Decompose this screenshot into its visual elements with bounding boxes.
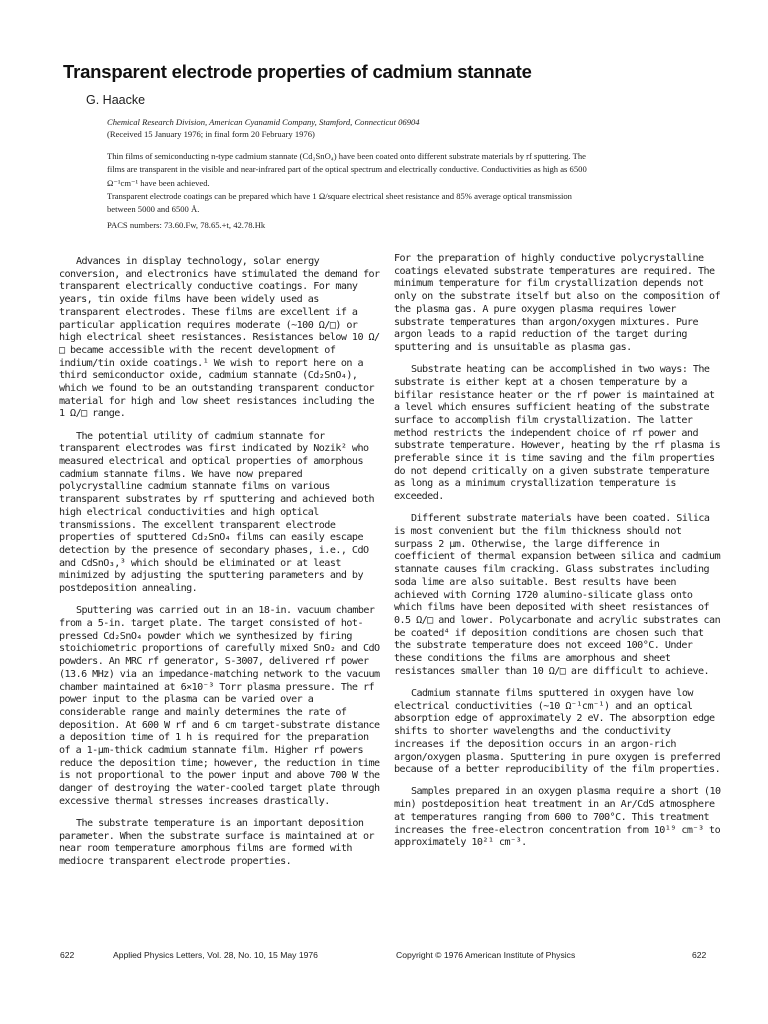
abstract-sentence: Thin films of semiconducting n-type cadmium stannate (Cd₂SnO₄) have been coated onto different substrate materials by rf sputtering. <box>107 151 571 161</box>
paper-title: Transparent electrode properties of cadmium stannate <box>63 61 532 82</box>
body-paragraph: The potential utility of cadmium stannate for transparent electrodes was first indicated by Nozik² who measured electrical and optical properties of amorphous cadmium stannate films. We have now prepared polycrystalline cadmium stannate films on various transparent substrates by rf sputtering and achieved both high electrical conductivities and high optical transmissions. The excellent transparent electrode properties of sputtered Cd₂SnO₄ films can easily escape detection by the presence of secondary phases, i.e., CdO and CdSnO₃,³ which should be eliminated or at least minimized by adjusting the sputtering parameters and by postdeposition annealing. <box>59 430 375 595</box>
page-number-right: 622 <box>692 950 707 960</box>
body-paragraph: Advances in display technology, solar energy conversion, and electronics have stimulated the demand for transparent electrically conductive coatings. For many years, tin oxide films have been widely used as transparent electrodes. These films are excellent if a particular application requires moderate (~100 Ω/□) or high electrical sheet resistances. Resistances below 10 Ω/□ became accessible with the recent development of indium/tin oxide coatings.¹ We wish to report here on a third semiconductor oxide, cadmium stannate (Cd₂SnO₄), which we found to be an outstanding transparent conductor material for high and low sheet resistances including the 1 Ω/□ range. <box>59 256 380 420</box>
body-paragraph: Cadmium stannate films sputtered in oxygen have low electrical conductivities (~10 Ω⁻¹cm⁻¹) and an optical absorption edge of approximately 2 eV. The absorption edge shifts to shorter wavelengths and the conductivity increases if the deposition occurs in an argon-rich argon/oxygen plasma. Sputtering in pure oxygen is preferred because of a better reproducibility of the film properties. <box>394 688 721 776</box>
body-paragraph: Samples prepared in an oxygen plasma require a short (10 min) postdeposition heat treatment in an Ar/CdS atmosphere at temperatures ranging from 600 to 700°C. This treatment increases the free-electron concentration from 10¹⁹ cm⁻³ to approximately 10²¹ cm⁻³. <box>394 786 721 849</box>
body-paragraph: Different substrate materials have been coated. Silica is most convenient but the film thickness should not surpass 2 μm. Otherwise, the large difference in coefficient of thermal expansion between silica and cadmium stannate causes film cracking. Glass substrates including soda lime are also suitable. Best results have been achieved with Corning 1720 alumino-silicate glass onto which films have been deposited with sheet resistances of 0.5 Ω/□ and lower. Polycarbonate and acrylic substrates can be coated⁴ if deposition conditions are chosen such that the substrate temperature does not exceed 100°C. Under these conditions the films are amorphous and sheet resistances smaller than 10 Ω/□ are difficult to achieve. <box>394 513 721 677</box>
body-paragraph: The substrate temperature is an important deposition parameter. When the substrate surface is maintained at or near room temperature amorphous films are formed with mediocre transparent electrode properties. <box>59 818 375 868</box>
pacs-numbers: PACS numbers: 73.60.Fw, 78.65.+t, 42.78.Hk <box>107 220 266 230</box>
journal-citation: Applied Physics Letters, Vol. 28, No. 10, 15 May 1976 <box>113 950 318 960</box>
page-number-left: 622 <box>60 950 75 960</box>
abstract-sentence: Transparent electrode coatings can be prepared which have 1 Ω/square electrical sheet resistance and 85% average optical transmission between 5000 and 6500 Å. <box>107 190 572 215</box>
abstract <box>107 150 591 216</box>
author-name: G. Haacke <box>86 93 146 107</box>
affiliation-institution: Chemical Research Division, American Cyanamid Company, Stamford, Connecticut 06904 <box>107 117 420 127</box>
abstract-sentence: Conductivities as high as 6500 Ω⁻¹cm⁻¹ have been achieved. <box>107 164 587 188</box>
body-paragraph: Substrate heating can be accomplished in two ways: The substrate is either kept at a chosen temperature by a bifilar resistance heater or the rf power is maintained at a level which ensures sufficient heating of the substrate surface to accomplish film crystallization. The latter method restricts the independent choice of rf power and substrate temperature. However, heating by the rf plasma is preferable since it is time saving and the film properties do not depend critically on a given substrate temperature as long as a minimum crystallization temperature is exceeded. <box>394 364 721 503</box>
body-column-left <box>59 256 385 878</box>
body-paragraph: For the preparation of highly conductive polycrystalline coatings elevated substrate temperatures are required. The minimum temperature for film crystallization depends not only on the substrate itself but also on the composition of the plasma gas. A pure oxygen plasma requires lower substrate temperatures than argon/oxygen mixtures. Pure argon leads to a rapid reduction of the target during sputtering and is unsuitable as plasma gas. <box>394 253 721 353</box>
body-paragraph: Sputtering was carried out in an 18-in. vacuum chamber from a 5-in. target plate. The target consisted of hot-pressed Cd₂SnO₄ powder which we synthesized by firing stoichiometric proportions of carefully mixed SnO₂ and CdO powders. An MRC rf generator, S-3007, delivered rf power (13.6 MHz) via an impedance-matching network to the vacuum chamber maintained at 6×10⁻³ Torr plasma pressure. The rf power input to the plasma can be varied over a considerable range and mainly determines the rate of deposition. At 600 W rf and 6 cm target-substrate distance a deposition time of 1 h is required for the preparation of a 1-μm-thick cadmium stannate film. Higher rf powers reduce the deposition time; however, the reduction in time is not proportional to the power input and above 700 W the danger of destroying the water-cooled target plate through excessive thermal stresses increases drastically. <box>59 605 380 807</box>
body-column-right <box>394 253 724 859</box>
abstract-sentence: The films are transparent in the visible and near-infrared part of the optical spectrum and electrically conductive. <box>107 151 586 175</box>
copyright-notice: Copyright © 1976 American Institute of Physics <box>396 950 576 960</box>
received-dates: (Received 15 January 1976; in final form 20 February 1976) <box>107 129 315 139</box>
affiliation-block <box>107 116 667 140</box>
